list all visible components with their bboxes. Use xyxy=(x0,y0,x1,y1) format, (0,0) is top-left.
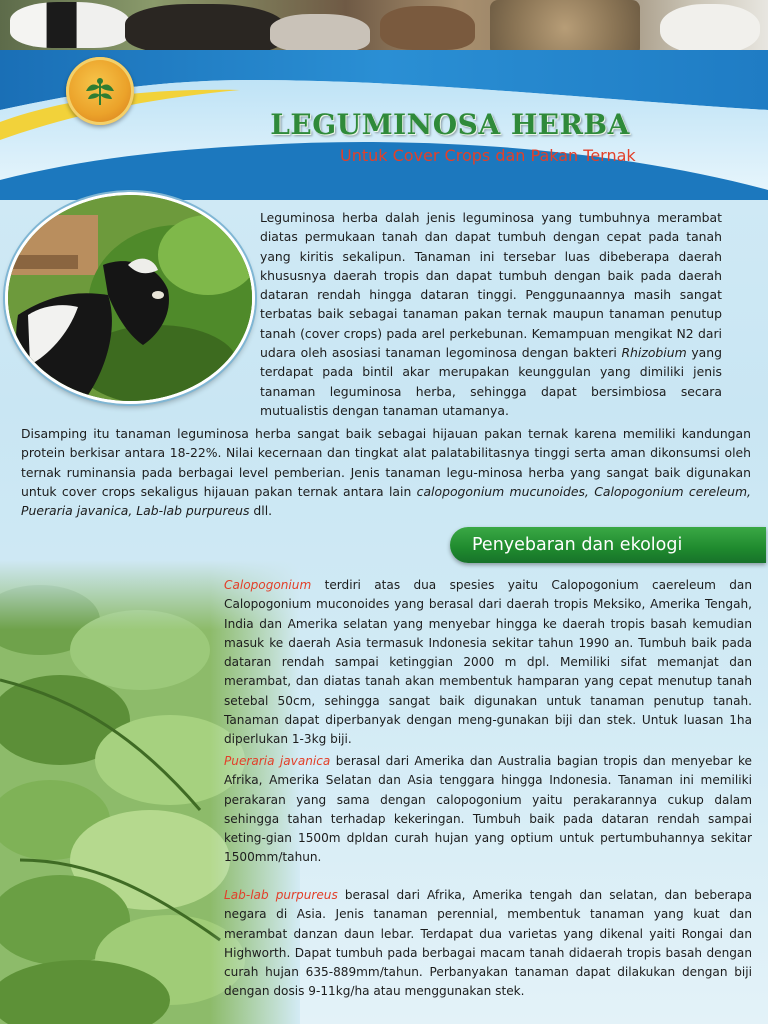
rhizobium-term: Rhizobium xyxy=(621,345,687,361)
goat-photo xyxy=(5,192,255,404)
leaf-emblem-icon xyxy=(82,75,118,107)
intro-paragraph: Leguminosa herba dalah jenis leguminosa yang tumbuhnya merambat diatas permukaan tanah dan dapat tumbuh dengan cepat pada tanah yang kiritis sekalipun. Tanaman ini tersebar luas dibeberapa daerah khususnya daerah tropis dan dapat tumbuh dengan baik pada daerah dataran rendah hingga dataran tinggi. Penggunaannya masih sangat terbatas baik sebagai tanaman pakan ternak maupun tanaman penutup tanah (cover crops) pada arel perkebunan. Kemampuan mengikat N2 dari udara oleh asosiasi tanaman legominosa dengan bakteri Rhizobium yang terdapat pada bintil akar merupakan keunggulan yang dimiliki jenis tanaman leguminosa herba, sehingga dapat bersimbiosa secara mutualistis dengan tanaman utamanya. xyxy=(260,210,722,418)
pueraria-paragraph: Pueraria javanica berasal dari Amerika dan Australia bagian tropis dan menyebar ke Afrika, Amerika Selatan dan Asia tenggara hingga Indonesia. Tanaman ini memiliki perakaran yang sama dengan calopogonium yaitu perakarannya cukup dalam sehingga tahan terhadap kekeringan. Tumbuh baik pada dataran rendah sampai keting-gian 1500m dpldan curah hujan yang optium untuk pertumbuhannya sekitar 1500mm/tahun. xyxy=(224,754,753,865)
section-heading-distribution: Penyebaran dan ekologi xyxy=(450,527,766,563)
species-list: calopogonium mucunoides, Calopogonium cereleum, Pueraria javanica, Lab-lab purpureus xyxy=(21,483,752,519)
lablab-paragraph: Lab-lab purpureus berasal dari Afrika, Amerika tengah dan selatan, dan beberapa negara di Asia. Jenis tanaman perennial, membentuk tanaman yang kuat dan merambat danzan daun lebar. Terdapat dua varietas yang dikenal yaiti Rongai dan Highworth. Dapat tumbuh pada berbagai macam tanah didaerah tropis basah dengan curah hujan 635-889mm/tahun. Perbanyakan tanaman dapat dilakukan dengan biji dengan dosis 9-11kg/ha atau menggunakan stek. xyxy=(224,888,752,999)
calopogonium-lead: Calopogonium xyxy=(224,578,312,592)
protein-paragraph: Disamping itu tanaman leguminosa herba sangat baik sebagai hijauan pakan ternak karena memiliki kandungan protein berkisar antara 18-22%. Nilai kecernaan dan tingkat alat palatabilitasnya tinggi serta aman dikonsumsi oleh ternak ruminansia pada berbagai level pemberian. Jenis tanaman legu-minosa herba yang sangat baik digunakan untuk cover crops sekaligus hijauan pakan ternak antara lain calopogonium mucunoides, Calopogonium cereleum, Pueraria javanica, Lab-lab purpureus dll. xyxy=(21,426,752,519)
page-title: LEGUMINOSA HERBA xyxy=(270,108,630,141)
lablab-lead: Lab-lab purpureus xyxy=(224,888,338,902)
calopogonium-paragraph: Calopogonium terdiri atas dua spesies yaitu Calopogonium caereleum dan Calopogonium muconoides yang berasal dari daerah tropis Meksiko, Amerika Tengah, India dan Amerika selatan yang menyebar hingga ke daerah tropis basah kemudian masuk ke daerah Asia termasuk Indonesia sekitar tahun 1990 an. Tumbuh baik pada dataran rendah sampai ketinggian 2000 m dpl. Memiliki sifat memanjat dan merambat, dan diatas tanah akan membentuk hamparan yang cepat menutup tanah setebal 50cm, sehingga sangat baik digunakan untuk tanaman penutup tanah. Tanaman dapat diperbanyak dengan meng-gunakan biji dan stek. Untuk luasan 1ha diperlukan 1-3kg biji. xyxy=(224,578,752,747)
goat-illustration xyxy=(8,195,252,401)
ministry-logo xyxy=(66,57,134,125)
pueraria-lead: Pueraria javanica xyxy=(224,754,331,768)
page-subtitle: Untuk Cover Crops dan Pakan Ternak xyxy=(340,146,636,165)
